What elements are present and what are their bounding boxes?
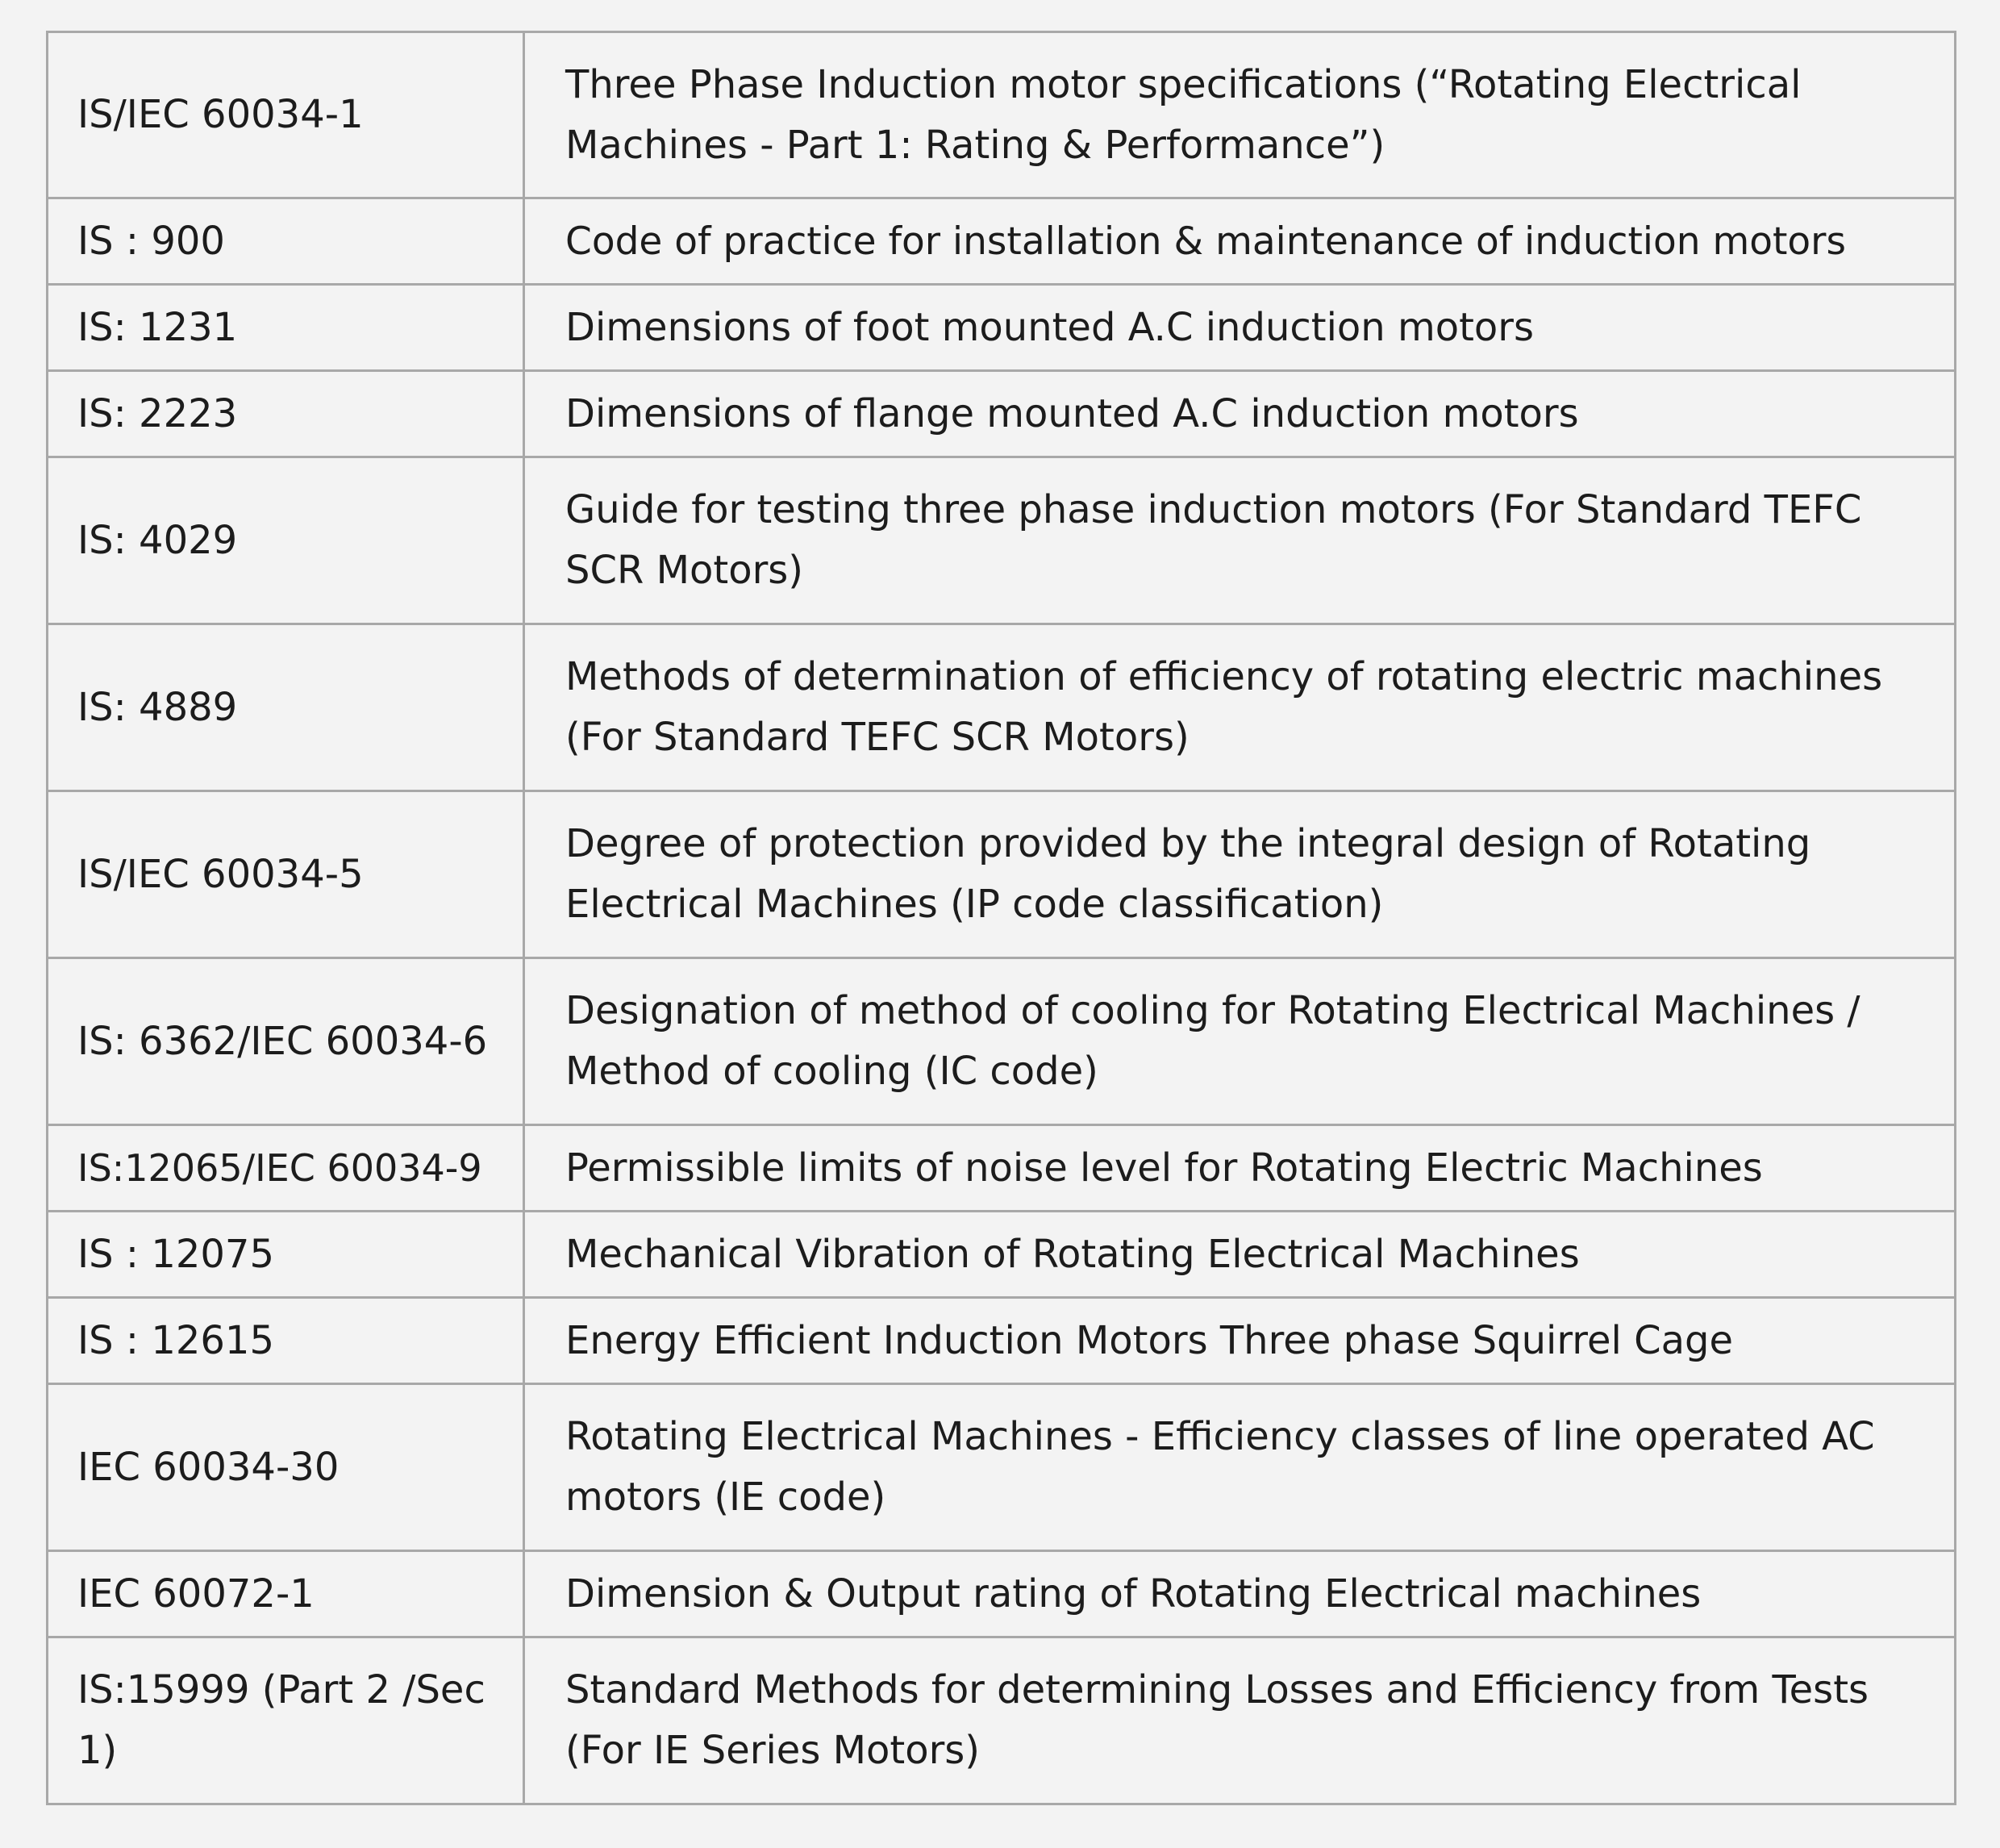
standard-code-cell xyxy=(48,1551,524,1637)
standard-code-cell xyxy=(48,1212,524,1298)
standard-description-cell xyxy=(524,1551,1956,1637)
standard-description: Dimensions of flange mounted A.C induction motors xyxy=(565,390,1579,436)
table-row xyxy=(48,791,1956,958)
standard-code: IS : 12075 xyxy=(77,1231,275,1277)
standard-code: IS/IEC 60034-1 xyxy=(77,92,364,137)
table-row xyxy=(48,958,1956,1125)
standard-description: Energy Efficient Induction Motors Three phase Squirrel Cage xyxy=(565,1317,1733,1363)
standard-code: IS:15999 (Part 2 /Sec 1) xyxy=(77,1667,485,1773)
table-row xyxy=(48,371,1956,457)
table-row xyxy=(48,1125,1956,1212)
standard-description: Mechanical Vibration of Rotating Electrical Machines xyxy=(565,1231,1580,1277)
table-row xyxy=(48,198,1956,285)
standard-description-cell xyxy=(524,457,1956,624)
table-row xyxy=(48,1212,1956,1298)
standard-description: Three Phase Induction motor specifications (“Rotating Electrical Machines - Part 1: Rating & Performance”) xyxy=(565,61,1802,168)
standard-description: Designation of method of cooling for Rotating Electrical Machines / Method of cooling (IC code) xyxy=(565,988,1860,1094)
standard-code: IS : 12615 xyxy=(77,1317,275,1363)
table-row xyxy=(48,457,1956,624)
standard-description-cell xyxy=(524,371,1956,457)
table-row xyxy=(48,285,1956,371)
table-row xyxy=(48,624,1956,791)
standard-code-cell xyxy=(48,285,524,371)
table-row xyxy=(48,1551,1956,1637)
standard-description: Dimensions of foot mounted A.C induction motors xyxy=(565,304,1535,350)
standard-description-cell xyxy=(524,285,1956,371)
standard-description-cell xyxy=(524,1637,1956,1804)
standard-description-cell xyxy=(524,198,1956,285)
standard-description: Code of practice for installation & maintenance of induction motors xyxy=(565,219,1846,264)
standard-description-cell xyxy=(524,1298,1956,1384)
standard-code: IS : 900 xyxy=(77,218,225,264)
standard-description-cell xyxy=(524,1212,1956,1298)
standard-description: Permissible limits of noise level for Rotating Electric Machines xyxy=(565,1145,1763,1191)
standard-description-cell xyxy=(524,1384,1956,1551)
standard-code-cell xyxy=(48,1384,524,1551)
standard-description-cell xyxy=(524,791,1956,958)
standard-code-cell xyxy=(48,624,524,791)
standard-description: Degree of protection provided by the integral design of Rotating Electrical Machines (IP code classification) xyxy=(565,821,1811,927)
standard-code-cell xyxy=(48,1637,524,1804)
standard-description: Dimension & Output rating of Rotating Electrical machines xyxy=(565,1571,1702,1616)
standard-code-cell xyxy=(48,791,524,958)
standard-description: Standard Methods for determining Losses and Efficiency from Tests (For IE Series Motors) xyxy=(565,1667,1869,1773)
standard-code: IS: 2223 xyxy=(77,390,238,436)
standard-description-cell xyxy=(524,958,1956,1125)
table-row xyxy=(48,1298,1956,1384)
standard-code: IS: 1231 xyxy=(77,304,238,350)
standard-code: IS: 4029 xyxy=(77,517,238,563)
standard-code-cell xyxy=(48,198,524,285)
table-row xyxy=(48,1384,1956,1551)
standard-code: IEC 60072-1 xyxy=(77,1571,315,1616)
standard-description-cell xyxy=(524,624,1956,791)
standard-code-cell xyxy=(48,958,524,1125)
standard-description-cell xyxy=(524,1125,1956,1212)
standard-code-cell xyxy=(48,1125,524,1212)
standard-code-cell xyxy=(48,1298,524,1384)
standard-code: IS:12065/IEC 60034-9 xyxy=(77,1145,482,1190)
standard-code: IS: 4889 xyxy=(77,684,238,730)
standard-code-cell xyxy=(48,371,524,457)
standard-description-cell xyxy=(524,32,1956,198)
standard-code: IS/IEC 60034-5 xyxy=(77,851,364,897)
table-row xyxy=(48,32,1956,198)
standard-code-cell xyxy=(48,457,524,624)
standard-code-cell xyxy=(48,32,524,198)
standard-code: IEC 60034-30 xyxy=(77,1444,340,1490)
standards-table xyxy=(46,31,1956,1805)
standard-description: Rotating Electrical Machines - Efficiency classes of line operated AC motors (IE code) xyxy=(565,1414,1875,1520)
table-row xyxy=(48,1637,1956,1804)
standard-description: Methods of determination of efficiency of rotating electric machines (For Standard TEFC SCR Motors) xyxy=(565,654,1883,760)
standard-code: IS: 6362/IEC 60034-6 xyxy=(77,1018,488,1064)
standard-description: Guide for testing three phase induction motors (For Standard TEFC SCR Motors) xyxy=(565,487,1862,593)
